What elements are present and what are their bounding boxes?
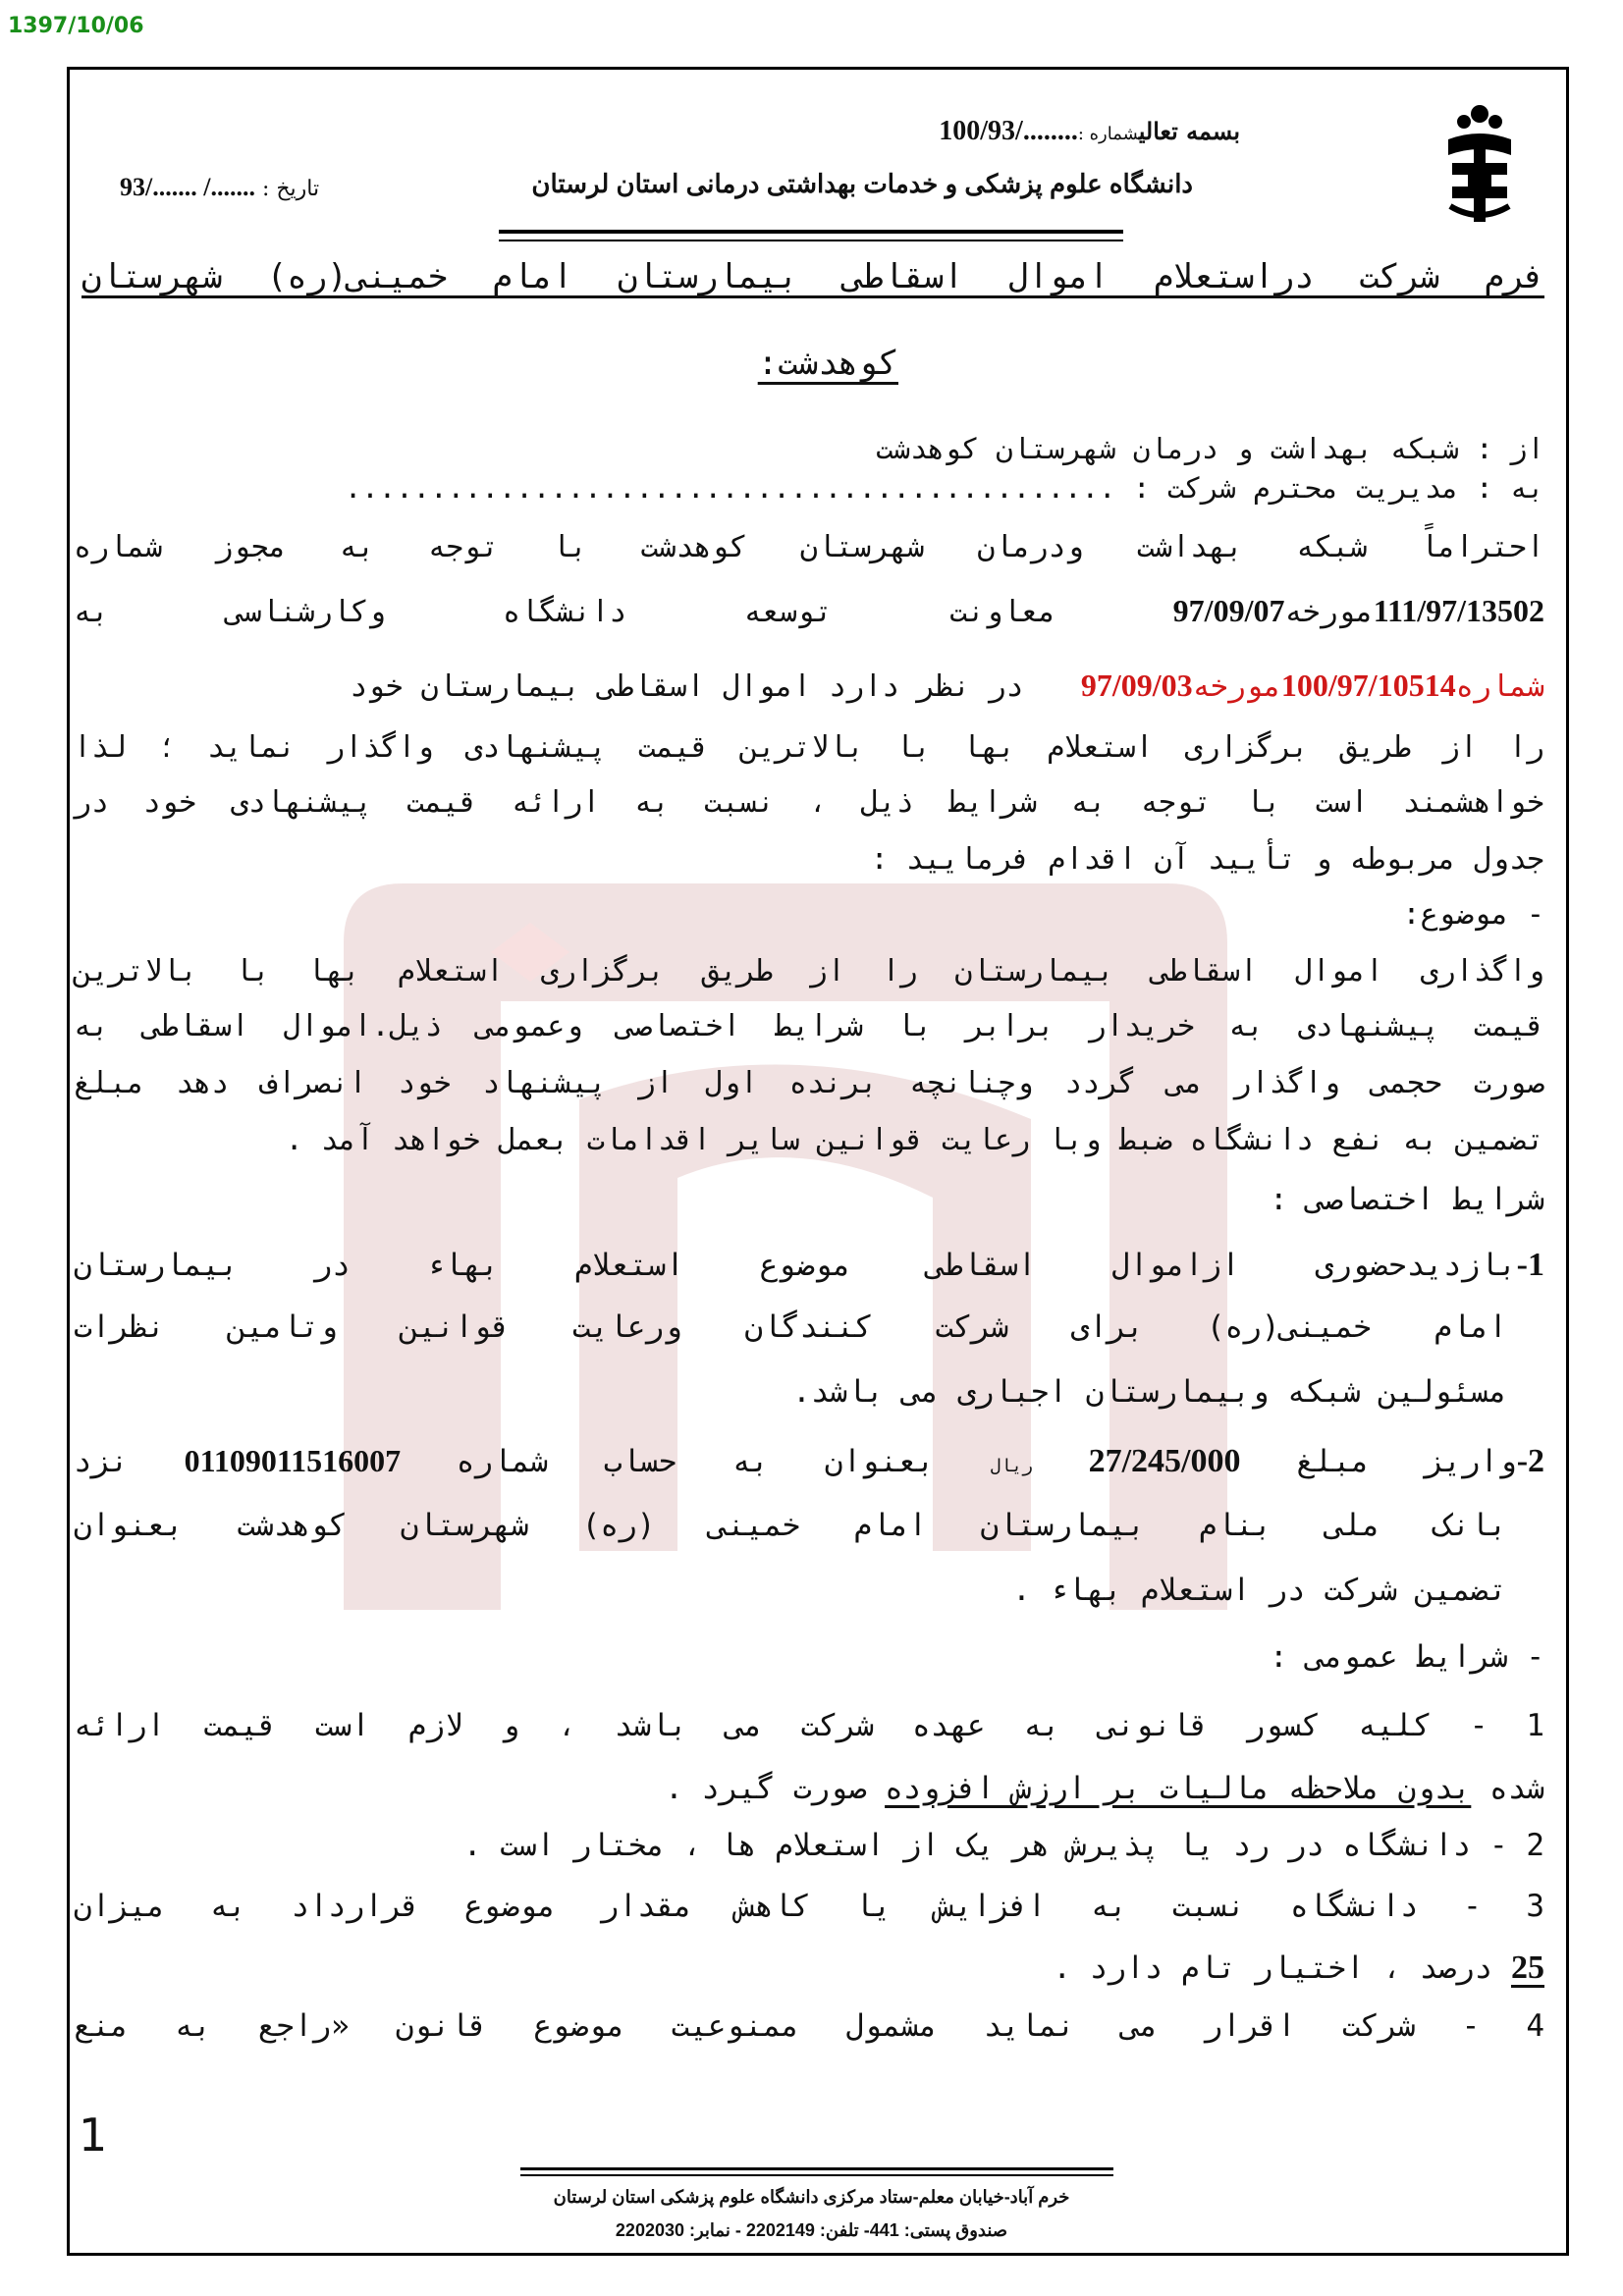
paragraph1-line6: جدول مربوطه و تأیید آن اقدام فرمایید : — [870, 842, 1544, 877]
general-item3-line2 — [1053, 1949, 1544, 1987]
special-item1-text1: بازدیدحضوری ازاموال اسقاطی موضوع استعلام بهاء در بیمارستان — [74, 1248, 1517, 1283]
paragraph1-line2-rest: معاونت توسعه دانشگاه وکارشناسی به — [74, 595, 1056, 629]
special-item2-line2: بانک ملی بنام بیمارستان امام خمینی (ره) شهرستان کوهدشت بعنوان — [74, 1508, 1507, 1543]
reference-number: 100/97/10514 — [1280, 667, 1456, 703]
currency-rial: ریال — [990, 1456, 1033, 1476]
paragraph1-line3-rest: در نظر دارد اموال اسقاطی بیمارستان خود — [350, 669, 1024, 704]
footer-divider-top — [520, 2167, 1113, 2170]
university-logo-icon — [1438, 100, 1521, 228]
university-name: دانشگاه علوم پزشکی و خدمات بهداشتی درمانی استان لرستان — [531, 169, 1193, 198]
page-number: 1 — [79, 2109, 108, 2162]
header-basmala-number — [939, 116, 1240, 147]
subject-line1: واگذاری اموال اسقاطی بیمارستان را از طریق برگزاری استعلام بها با بالاترین — [74, 954, 1544, 988]
dated-word-2: مورخه — [1192, 669, 1281, 704]
page-title-line2: کوهدشت: — [757, 344, 898, 383]
subject-heading: - موضوع: — [1402, 897, 1544, 932]
paragraph1-line1: احتراماً شبکه بهداشت ودرمان شهرستان کوهدشت با توجه به مجوز شماره — [74, 530, 1544, 564]
letter-to: به : مدیریت محترم شرکت : ............................................. — [344, 471, 1544, 505]
footer-divider-bottom — [520, 2174, 1113, 2176]
general-item1-end: صورت گیرد . — [665, 1771, 867, 1806]
account-number: 01109011516007 — [184, 1443, 402, 1478]
dated-word: مورخه — [1284, 595, 1374, 629]
footer-address: خرم آباد-خیابان معلم-ستاد مرکزی دانشگاه علوم پزشکی استان لرستان — [553, 2187, 1070, 2207]
permit-number: 111/97/13502 — [1373, 593, 1545, 628]
page-title-line1: فرم شرکت دراستعلام اموال اسقاطی بیمارستان امام خمینی(ره) شهرستان — [81, 257, 1544, 296]
paragraph1-line4: را از طریق برگزاری استعلام بها با بالاترین قیمت پیشنهادی واگذار نماید ؛ لذا — [74, 730, 1544, 765]
number-word: شماره — [1455, 669, 1544, 704]
footer-contact: صندوق پستی: 441- تلفن: 2202149 - نمابر: 2202030 — [615, 2220, 1008, 2240]
subject-line4: تضمین به نفع دانشگاه ضبط وبا رعایت قوانین سایر اقدامات بعمل خواهد آمد . — [285, 1123, 1544, 1157]
date-stamp: 1397/10/06 — [8, 14, 144, 38]
letter-from: از : شبکه بهداشت و درمان شهرستان کوهدشت — [876, 432, 1544, 465]
deposit-amount: 27/245/000 — [1088, 1443, 1241, 1479]
header-divider-top — [499, 230, 1123, 234]
percentage-value: 25 — [1511, 1949, 1544, 1986]
special-item1-number: 1- — [1516, 1247, 1544, 1283]
vat-exclusion-note: بدون ملاحظه مالیات بر ارزش افزوده — [885, 1771, 1472, 1806]
date-label: تاریخ : — [261, 177, 320, 201]
deposit-word: واریز مبلغ — [1296, 1444, 1517, 1479]
general-item3-rest: درصد ، اختیار تام دارد . — [1053, 1950, 1493, 1986]
general-item4: 4 - شرکت اقرار می نماید مشمول ممنوعیت موضوع قانون «راجع به منع — [74, 2008, 1544, 2044]
general-item2: 2 - دانشگاه در رد یا پذیرش هر یک از استعلام ها ، مختار است . — [462, 1828, 1544, 1863]
special-item2-line3: تضمین شرکت در استعلام بهاء . — [1012, 1573, 1507, 1608]
paragraph1-line3 — [74, 667, 1544, 704]
header-date — [120, 173, 319, 202]
general-item1-line2 — [665, 1771, 1544, 1806]
special-item2-number: 2- — [1516, 1443, 1545, 1479]
special-item1-line3: مسئولین شبکه وبیمارستان اجباری می باشد. — [792, 1374, 1507, 1410]
general-item1-shode: شده — [1489, 1771, 1544, 1806]
general-item3-line1: 3 - دانشگاه نسبت به افزایش یا کاهش مقدار موضوع قرارداد به میزان — [74, 1889, 1544, 1924]
letter-number: ......../100/93 — [939, 116, 1078, 146]
special-item1-line1 — [74, 1247, 1544, 1284]
basmala: بسمه تعالی — [1138, 117, 1240, 145]
special-conditions-heading: شرایط اختصاصی : — [1270, 1182, 1544, 1217]
general-item1-line1: 1 - کلیه کسور قانونی به عهده شرکت می باشد ، و لازم است قیمت ارائه — [74, 1708, 1544, 1743]
subject-line2: قیمت پیشنهادی به خریدار برابر با شرایط اختصاصی وعمومی ذیل.اموال اسقاطی به — [74, 1009, 1544, 1043]
permit-date: 97/09/07 — [1172, 593, 1285, 628]
special-item1-line2: امام خمینی(ره) برای شرکت کنندگان ورعایت قوانین وتامین نظرات — [74, 1309, 1507, 1345]
special-item2-line1 — [74, 1443, 1544, 1480]
subject-line3: صورت حجمی واگذار می گردد وچنانچه برنده اول از پیشنهاد خود انصراف دهد مبلغ — [74, 1066, 1544, 1100]
deposit-at: نزد — [74, 1444, 129, 1479]
reference-date: 97/09/03 — [1080, 667, 1193, 703]
deposit-middle: بعنوان به حساب شماره — [456, 1444, 935, 1479]
number-label: شماره : — [1077, 124, 1139, 144]
paragraph1-line2 — [74, 593, 1544, 629]
header-divider-bottom — [499, 240, 1123, 241]
date-value: ......./ ......./93 — [120, 173, 255, 201]
paragraph1-line5: خواهشمند است با توجه به شرایط ذیل ، نسبت به ارائه قیمت پیشنهادی خود در — [74, 785, 1544, 820]
general-conditions-heading: - شرایط عمومی : — [1270, 1639, 1544, 1675]
